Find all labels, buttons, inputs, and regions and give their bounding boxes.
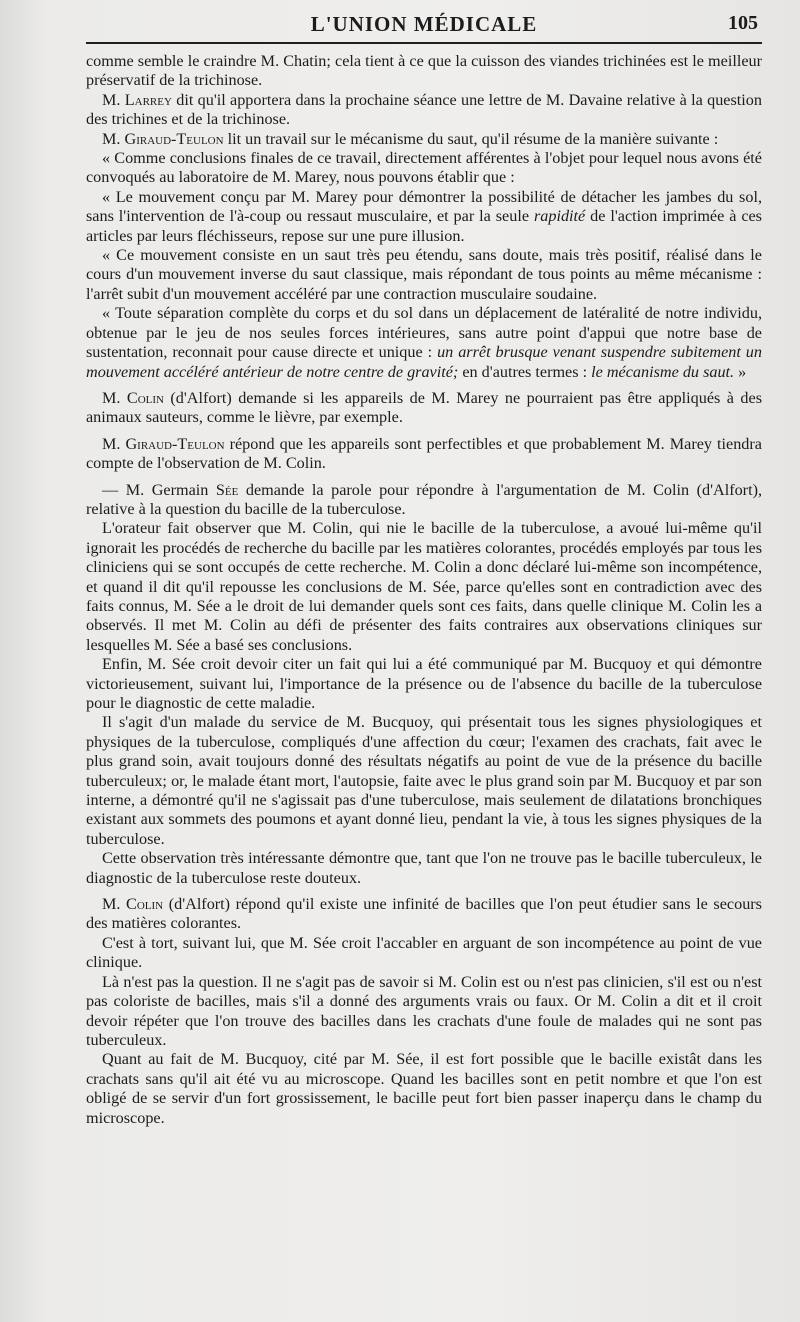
paragraph <box>86 149 762 188</box>
text-run: lit un travail sur le mécanisme du saut, qu'il résume de la manière suivante : <box>223 129 719 148</box>
paragraph <box>86 130 762 149</box>
text-run: « Le mouvement conçu par M. Marey pour démontrer la possibilité de détacher les jambes du sol, sans l'intervention de l'à-coup ou ressaut musculaire, et par la seule <box>86 187 762 226</box>
speaker-name: Larrey <box>124 90 172 109</box>
text-run: M. <box>102 388 127 407</box>
speaker-name: Colin <box>126 388 164 407</box>
article-body <box>86 52 762 1128</box>
speaker-name: Colin <box>126 895 164 914</box>
text-run: L'orateur fait observer que M. Colin, qui nie le bacille de la tuberculose, a avoué lui-même qu'il ignorait les procédés de recherche du bacille par les matières colorantes, procédés employés par tous les cliniciens qui se sont occupés de cette recherche. M. Colin a donc déclaré lui-même son incompétence, et quand il dit qu'il repousse les conclusions de M. Sée, parce qu'elles sont en contradiction avec des faits connus, M. Sée a le droit de lui demander quels sont ces faits, dans quelle clinique M. Colin les a observés. Il met M. Colin au défi de présenter des faits contraires aux observations cliniques sur lesquelles M. Sée a basé ses conclusions. <box>86 519 762 654</box>
text-run: M. <box>102 895 127 914</box>
text-run: « Toute séparation complète du corps et du sol dans un déplacement de latéralité de notre individu, obtenue par le jeu de nos seules forces intérieures, sans autre point d'appui que notre base de sustentation, reconnait pour cause directe et unique : <box>86 304 762 362</box>
paragraph <box>86 91 762 130</box>
running-header <box>86 6 762 36</box>
text-run: M. <box>102 129 125 148</box>
italic-run: le mécanisme du saut. <box>591 362 735 381</box>
text-run: Là n'est pas la question. Il ne s'agit pas de savoir si M. Colin est ou n'est pas clinicien, s'il est ou n'est pas coloriste de bacilles, mais s'il a donné des arguments vrais ou faux. Or M. Colin a dit et il croit devoir répéter que l'on trouve des bacilles dans les crachats d'une foule de malades qui ne sont pas tuberculeux. <box>86 972 762 1049</box>
paragraph <box>86 713 762 849</box>
text-run: (d'Alfort) répond qu'il existe une infinité de bacilles que l'on peut étudier sans le secours des matières colorantes. <box>86 895 762 933</box>
text-run: Il s'agit d'un malade du service de M. Bucquoy, qui présentait tous les signes physiologiques et physiques de la tuberculose, compliqués d'une affection du cœur; l'examen des crachats, fait avec le plus grand soin, avait toujours donné des résultats négatifs au point de vue de la présence du bacille tuberculeux; or, le malade étant mort, l'autopsie, faite avec le plus grand soin par M. Bucquoy et par son interne, a démontré qu'il ne s'agissait pas d'une tuberculose, mais seulement de dilatations bronchiques existant aux sommets des poumons et ayant donné lieu, pendant la vie, à tous les signes physiques de la tuberculose. <box>86 713 762 848</box>
paragraph <box>86 52 762 91</box>
text-run: Quant au fait de M. Bucquoy, cité par M. Sée, il est fort possible que le bacille existât dans les crachats sans qu'il ait été vu au microscope. Quand les bacilles sont en petit nombre et que l'on est obligé de se servir d'un fort grossissement, le bacille peut fort bien passer inaperçu dans le champ du microscope. <box>86 1050 762 1127</box>
paragraph <box>86 849 762 888</box>
paragraph <box>86 246 762 304</box>
journal-title: L'UNION MÉDICALE <box>310 12 538 36</box>
text-run: M. <box>102 90 125 109</box>
paragraph <box>86 304 762 382</box>
text-run: dit qu'il apportera dans la prochaine séance une lettre de M. Davaine relative à la question des trichines et de la trichinose. <box>86 90 762 129</box>
paragraph <box>86 895 762 934</box>
paragraph <box>86 655 762 713</box>
text-run: » <box>734 362 747 381</box>
speaker-name: Sée <box>215 480 239 499</box>
text-run: M. <box>102 434 126 453</box>
text-run: répond que les appareils sont perfectibles et que probablement M. Marey tiendra compte de l'observation de M. Colin. <box>86 434 762 473</box>
text-run: demande la parole pour répondre à l'argumentation de M. Colin (d'Alfort), relative à la question du bacille de la tuberculose. <box>86 480 763 518</box>
header-rule <box>86 42 762 44</box>
text-run: Enfin, M. Sée croit devoir citer un fait qui lui a été communiqué par M. Bucquoy et qui démontre victorieusement, suivant lui, l'importance de la présence ou de l'absence du bacille de la tuberculose pour le diagnostic de cette maladie. <box>86 655 762 712</box>
paragraph <box>86 973 762 1051</box>
text-run: « Comme conclusions finales de ce travail, directement afférentes à l'objet pour lequel nous avons été convoqués au laboratoire de M. Marey, nous pouvons établir que : <box>86 149 762 187</box>
speaker-name: Giraud-Teulon <box>125 434 225 453</box>
text-run: C'est à tort, suivant lui, que M. Sée croit l'accabler en arguant de son incompétence au point de vue clinique. <box>86 933 762 972</box>
text-run: en d'autres termes : <box>458 362 592 381</box>
text-run: — M. Germain <box>102 480 216 499</box>
paragraph <box>86 1050 762 1128</box>
text-run: Cette observation très intéressante démontre que, tant que l'on ne trouve pas le bacille tuberculeux, le diagnostic de la tuberculose reste douteux. <box>86 849 762 887</box>
italic-run: rapidité <box>533 207 586 226</box>
speaker-name: Giraud-Teulon <box>124 129 224 148</box>
paragraph <box>86 188 762 246</box>
paragraph <box>86 934 762 973</box>
paragraph <box>86 481 762 520</box>
text-run: (d'Alfort) demande si les appareils de M. Marey ne pourraient pas être appliqués à des animaux sauteurs, comme le lièvre, par exemple. <box>86 388 762 427</box>
paragraph <box>86 519 762 655</box>
page-number: 105 <box>728 12 758 34</box>
text-run: comme semble le craindre M. Chatin; cela tient à ce que la cuisson des viandes trichinées est le meilleur préservatif de la trichinose. <box>86 52 762 90</box>
text-run: de l'action imprimée à ces articles par leurs fléchisseurs, repose sur une pure illusion. <box>86 207 762 245</box>
text-run: « Ce mouvement consiste en un saut très peu étendu, sans doute, mais très positif, réalisé dans le cours d'un mouvement inverse du saut classique, mais répondant de tous points au même mécanisme : l'arrêt subit d'un mouvement accéléré par une contraction musculaire soudaine. <box>86 246 762 303</box>
paragraph <box>86 389 762 428</box>
paragraph <box>86 435 762 474</box>
italic-run: un arrêt brusque venant suspendre subitement un mouvement accéléré antérieur de notre centre de gravité; <box>86 343 762 381</box>
